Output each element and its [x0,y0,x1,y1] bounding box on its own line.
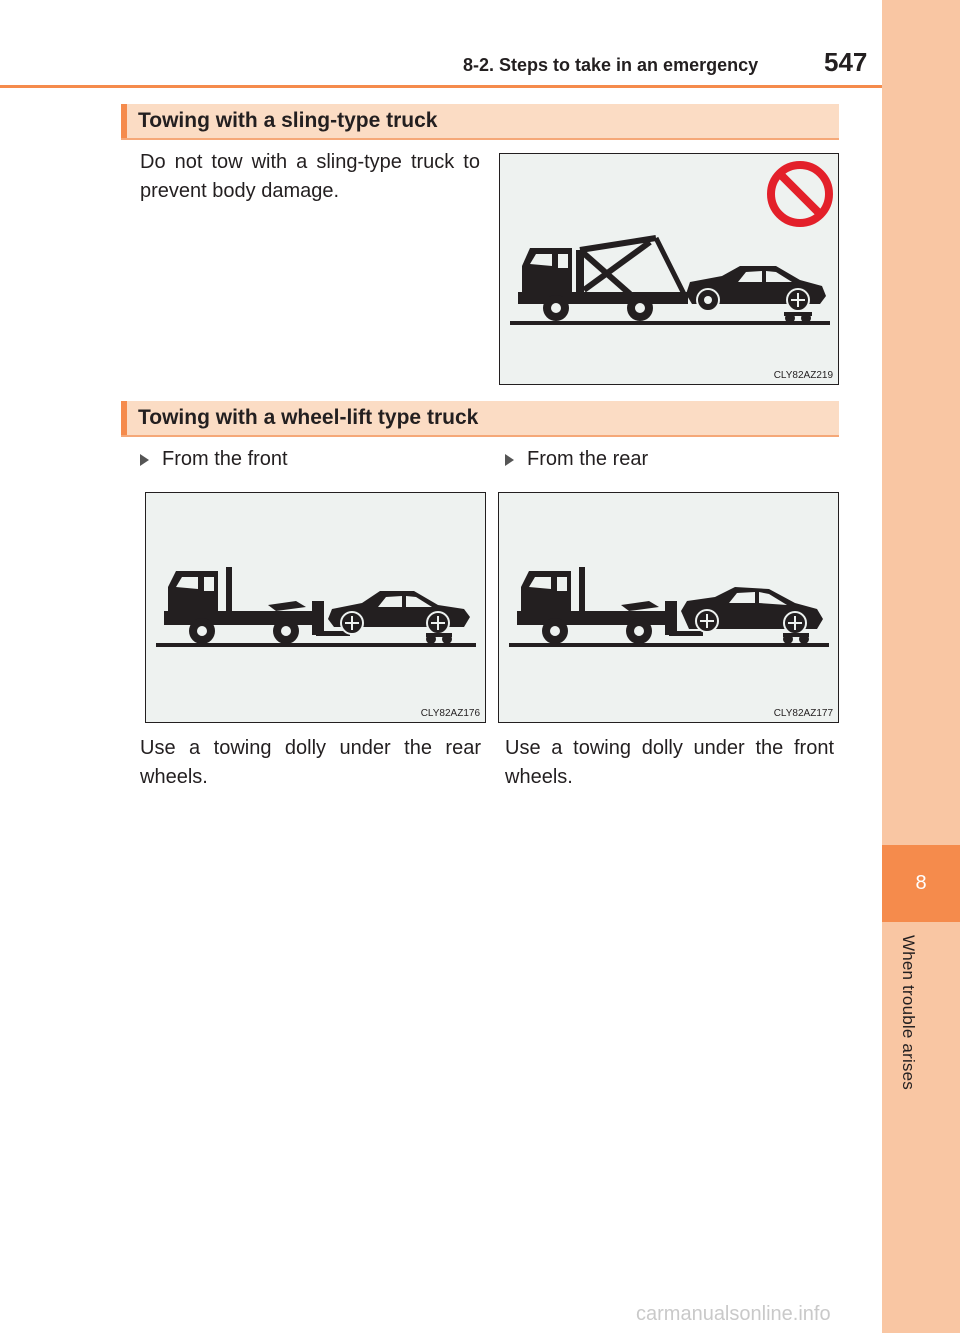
section-heading: 8-2. Steps to take in an emergency [463,55,759,75]
section-bar-sling [121,104,839,140]
towing-dolly-illustration [426,633,452,644]
section-accent [121,104,127,138]
sub-item-front-label: From the front [162,448,288,470]
chapter-number: 8 [915,872,927,894]
figure-wheel-lift-front [145,492,486,723]
car-illustration [686,266,826,311]
watermark[interactable]: carmanualsonline.info [636,1303,831,1325]
caption-rear: Use a towing dolly under the front wheels. [505,737,834,788]
triangle-bullet-icon [140,454,149,466]
triangle-bullet-icon [505,454,514,466]
figure-wheel-lift-rear [498,492,839,723]
prohibition-icon [771,165,829,223]
sub-item-rear [505,448,648,471]
section-accent [121,401,127,435]
tow-truck-illustration [500,154,840,386]
caption-front: Use a towing dolly under the rear wheels. [140,737,481,788]
figure-code: CLY82AZ219 [773,370,833,381]
figure-sling-truck [499,153,839,385]
header-rule [0,85,882,88]
chapter-number-tab[interactable] [882,845,960,922]
figure-code: CLY82AZ177 [773,708,833,719]
tow-truck-illustration [499,493,840,724]
figure-code: CLY82AZ176 [420,708,480,719]
page-number: 547 [824,47,868,77]
chapter-label: When trouble arises [899,935,918,1090]
sling-description: Do not tow with a sling-type truck to prevent body damage. [140,151,480,202]
sub-item-rear-label: From the rear [527,448,649,470]
car-illustration [328,591,470,634]
section-bar-wheel-lift [121,401,839,437]
section-title-wheel-lift: Towing with a wheel-lift type truck [138,406,479,429]
section-title-sling: Towing with a sling-type truck [138,109,438,132]
sub-item-front [140,448,288,471]
towing-dolly-illustration [783,633,809,644]
tow-truck-illustration [146,493,487,724]
car-illustration [681,587,823,634]
